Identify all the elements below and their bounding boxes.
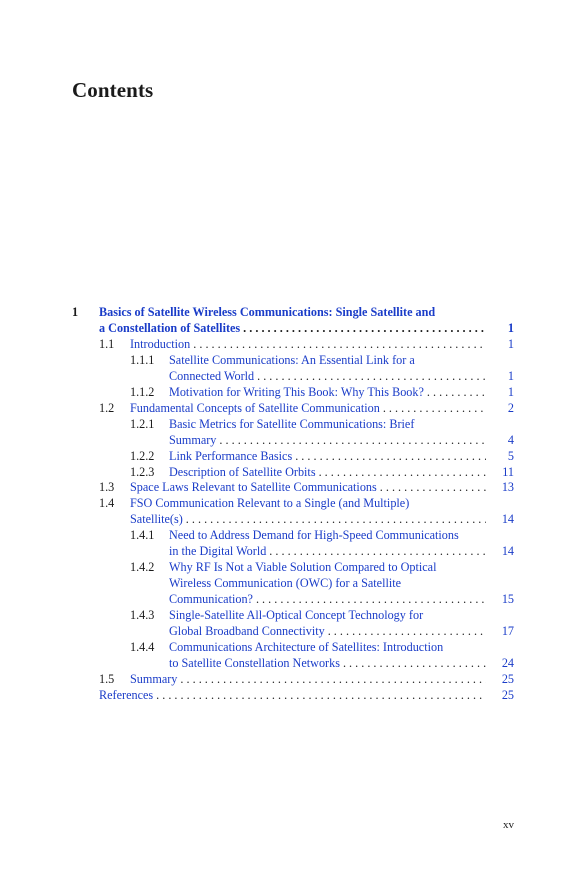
toc-entry[interactable] xyxy=(0,639,586,655)
dot-leader xyxy=(216,432,486,448)
toc-entry-title[interactable]: to Satellite Constellation Networks xyxy=(169,655,340,670)
toc-entry[interactable] xyxy=(0,671,586,687)
toc-entry-page[interactable]: 13 xyxy=(501,480,514,495)
dot-leader xyxy=(316,464,486,480)
toc-entry[interactable] xyxy=(0,495,586,511)
toc-entry-page[interactable]: 14 xyxy=(501,512,514,527)
toc-entry-number: 1.4.2 xyxy=(130,560,155,575)
toc-entry-number: 1.4.4 xyxy=(130,639,155,654)
toc-entry-title[interactable]: Communication? xyxy=(169,592,253,607)
toc-entry-title[interactable]: References xyxy=(99,687,154,702)
toc-entry-number: 1.4.3 xyxy=(130,608,155,623)
toc-entry-number: 1.1.2 xyxy=(130,384,155,399)
toc-entry-title[interactable]: Space Laws Relevant to Satellite Communications xyxy=(130,480,377,495)
toc-entry[interactable] xyxy=(0,559,586,575)
toc-entry-title[interactable]: Global Broadband Connectivity xyxy=(169,624,325,638)
page-heading: Contents xyxy=(72,78,154,102)
toc-entry-page[interactable]: 5 xyxy=(507,448,514,463)
toc-entry[interactable] xyxy=(0,479,586,495)
toc-entry-page[interactable]: 1 xyxy=(507,336,514,351)
toc-entry-page[interactable]: 1 xyxy=(507,320,514,335)
toc-entry[interactable] xyxy=(0,655,586,671)
toc-entry[interactable] xyxy=(0,432,586,448)
toc-entry[interactable] xyxy=(0,623,586,639)
toc-entry-title[interactable]: Communications Architecture of Satellites: Introduction xyxy=(169,639,444,654)
toc-entry-title[interactable]: a Constellation of Satellites xyxy=(99,320,241,335)
toc-entry-page[interactable]: 14 xyxy=(501,544,514,559)
toc-entry-title[interactable]: in the Digital World xyxy=(169,544,267,559)
toc-entry[interactable] xyxy=(0,352,586,368)
toc-entry-page[interactable]: 1 xyxy=(507,384,514,399)
toc-entry-title[interactable]: Motivation for Writing This Book: Why This Book? xyxy=(169,384,424,399)
toc-entry[interactable] xyxy=(0,687,586,703)
toc-entry-page[interactable]: 11 xyxy=(502,464,514,479)
toc-entry-title[interactable]: Connected World xyxy=(169,368,255,383)
toc-entry-page[interactable]: 24 xyxy=(501,655,514,670)
toc-entry-title[interactable]: Link Performance Basics xyxy=(169,448,293,463)
toc-entry-title[interactable]: Summary xyxy=(169,432,217,447)
dot-leader xyxy=(325,623,486,639)
toc-entry[interactable] xyxy=(0,304,586,320)
toc-entry-number: 1.2.2 xyxy=(130,448,155,463)
toc-entry-number: 1 xyxy=(72,305,79,319)
toc-entry[interactable] xyxy=(0,575,586,591)
toc-entry[interactable] xyxy=(0,368,586,384)
toc-entry-page[interactable]: 25 xyxy=(501,671,514,686)
dot-leader xyxy=(340,655,486,671)
dot-leader xyxy=(183,511,486,527)
toc-entry-title[interactable]: Description of Satellite Orbits xyxy=(169,464,316,479)
dot-leader xyxy=(292,448,486,464)
toc-entry-title[interactable]: Wireless Communication (OWC) for a Satellite xyxy=(169,576,402,591)
toc-entry-title[interactable]: FSO Communication Relevant to a Single (and Multiple) xyxy=(130,496,410,511)
toc-entry-title[interactable]: Satellite Communications: An Essential Link for a xyxy=(169,352,415,367)
toc-entry-title[interactable]: Basic Metrics for Satellite Communications: Brief xyxy=(169,416,415,431)
dot-leader xyxy=(240,320,486,336)
toc-entry[interactable] xyxy=(0,384,586,400)
toc-entry-number: 1.4 xyxy=(99,496,115,511)
toc-entry-page[interactable]: 1 xyxy=(507,368,514,383)
toc-entry-page[interactable]: 15 xyxy=(501,592,514,607)
toc-entry[interactable] xyxy=(0,416,586,432)
toc-entry[interactable] xyxy=(0,320,586,336)
toc-entry-number: 1.1.1 xyxy=(130,352,155,367)
dot-leader xyxy=(380,400,486,416)
toc-entry-number: 1.3 xyxy=(99,480,115,495)
toc-entry[interactable] xyxy=(0,527,586,543)
toc-entry-title[interactable]: Why RF Is Not a Viable Solution Compared to Optical xyxy=(169,560,437,575)
toc-entry[interactable] xyxy=(0,400,586,416)
toc-entry-number: 1.4.1 xyxy=(130,528,155,543)
toc-entry[interactable] xyxy=(0,607,586,623)
dot-leader xyxy=(424,384,486,400)
toc-entry-title[interactable]: Fundamental Concepts of Satellite Communication xyxy=(130,400,380,415)
toc-entry-title[interactable]: Summary xyxy=(130,671,178,686)
dot-leader xyxy=(190,336,486,352)
toc-entry[interactable] xyxy=(0,543,586,559)
toc-entry-title[interactable]: Introduction xyxy=(130,336,191,351)
toc-entry-title[interactable]: Basics of Satellite Wireless Communications: Single Satellite and xyxy=(99,305,436,319)
toc-entry[interactable] xyxy=(0,591,586,607)
toc-entry-number: 1.2 xyxy=(99,400,115,415)
toc-entry-number: 1.1 xyxy=(99,336,115,351)
toc-entry-page[interactable]: 2 xyxy=(507,400,514,415)
dot-leader xyxy=(153,687,486,703)
toc-entry[interactable] xyxy=(0,464,586,480)
toc-entry-number: 1.2.3 xyxy=(130,464,155,479)
dot-leader xyxy=(253,591,486,607)
toc-entry-page[interactable]: 17 xyxy=(501,624,514,638)
toc-entry[interactable] xyxy=(0,511,586,527)
dot-leader xyxy=(266,543,486,559)
toc-entry-title[interactable]: Need to Address Demand for High-Speed Communications xyxy=(169,528,459,543)
toc-entry-number: 1.5 xyxy=(99,671,115,686)
page-number: xv xyxy=(503,819,514,831)
toc-entry-page[interactable]: 4 xyxy=(507,432,514,447)
toc-entry-number: 1.2.1 xyxy=(130,416,155,431)
toc-entry-title[interactable]: Satellite(s) xyxy=(130,512,183,527)
toc-entry-title[interactable]: Single-Satellite All-Optical Concept Technology for xyxy=(169,608,424,623)
dot-leader xyxy=(177,671,486,687)
toc-entry[interactable] xyxy=(0,448,586,464)
toc-entry[interactable] xyxy=(0,336,586,352)
dot-leader xyxy=(254,368,486,384)
toc-entry-page[interactable]: 25 xyxy=(501,687,514,702)
dot-leader xyxy=(377,479,486,495)
